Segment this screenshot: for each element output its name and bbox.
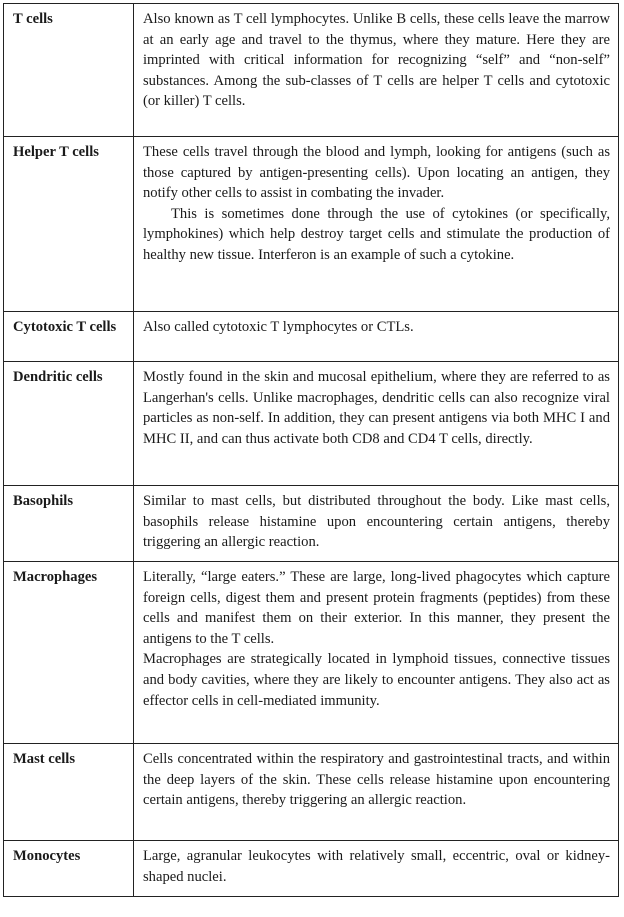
term-cell: Basophils: [4, 486, 134, 562]
definition-text: These cells travel through the blood and lymph, looking for antigens (such as those captured by antigen-presenting cells). Upon locating an antigen, they notify other cells to assist in combating the invader.: [143, 144, 610, 202]
term-cell: Mast cells: [4, 744, 134, 841]
definition-cell: [134, 312, 619, 362]
table-row: [4, 137, 619, 312]
definition-text: Cells concentrated within the respiratory and gastrointestinal tracts, and within the deep layers of the skin. These cells release histamine upon encountering certain antigens, thereby triggering an allergic reaction.: [143, 751, 610, 809]
definition-cell: [134, 362, 619, 486]
definition-text: Large, agranular leukocytes with relatively small, eccentric, oval or kidney-shaped nuclei.: [143, 848, 610, 885]
definition-text: Mostly found in the skin and mucosal epithelium, where they are referred to as Langerhan's cells. Unlike macrophages, dendritic cells can also recognize viral particles as non-self. In addition, they can present antigens via both MHC I and MHC II, and can thus activate both CD8 and CD4 T cells, directly.: [143, 369, 610, 447]
term-cell: Dendritic cells: [4, 362, 134, 486]
term-cell: Helper T cells: [4, 137, 134, 312]
table-row: [4, 312, 619, 362]
definition-text: Macrophages are strategically located in lymphoid tissues, connective tissues and body cavities, where they are likely to encounter antigens. They also act as effector cells in cell-mediated immunity.: [143, 651, 610, 709]
definition-cell: [134, 744, 619, 841]
table-row: [4, 4, 619, 137]
definition-cell: [134, 841, 619, 897]
definition-text: Literally, “large eaters.” These are large, long-lived phagocytes which capture foreign cells, digest them and present protein fragments (peptides) from these cells and manifest them on their exterior. In this manner, they present the antigens to the T cells.: [143, 569, 610, 647]
definition-text: This is sometimes done through the use of cytokines (or specifically, lymphokines) which help destroy target cells and stimulate the production of healthy new tissue. Interferon is an example of such a cytokine.: [143, 205, 610, 263]
table-row: [4, 486, 619, 562]
term-cell: Cytotoxic T cells: [4, 312, 134, 362]
table-row: [4, 362, 619, 486]
term-cell: T cells: [4, 4, 134, 137]
term-cell: Macrophages: [4, 562, 134, 744]
table-row: [4, 562, 619, 744]
definition-text: Also known as T cell lymphocytes. Unlike B cells, these cells leave the marrow at an early age and travel to the thymus, where they mature. Here they are imprinted with critical information for recognizing “self” and “non-self” substances. Among the sub-classes of T cells are helper T cells and cytotoxic (or killer) T cells.: [143, 11, 610, 110]
glossary-table: [3, 3, 619, 897]
table-row: [4, 841, 619, 897]
definition-cell: [134, 4, 619, 137]
term-cell: Monocytes: [4, 841, 134, 897]
definition-text: Similar to mast cells, but distributed throughout the body. Like mast cells, basophils release histamine upon encountering certain antigens, thereby triggering an allergic reaction.: [143, 493, 610, 551]
definition-text: Also called cytotoxic T lymphocytes or CTLs.: [143, 319, 414, 335]
definition-cell: [134, 137, 619, 312]
definition-cell: [134, 562, 619, 744]
definition-cell: [134, 486, 619, 562]
table-row: [4, 744, 619, 841]
